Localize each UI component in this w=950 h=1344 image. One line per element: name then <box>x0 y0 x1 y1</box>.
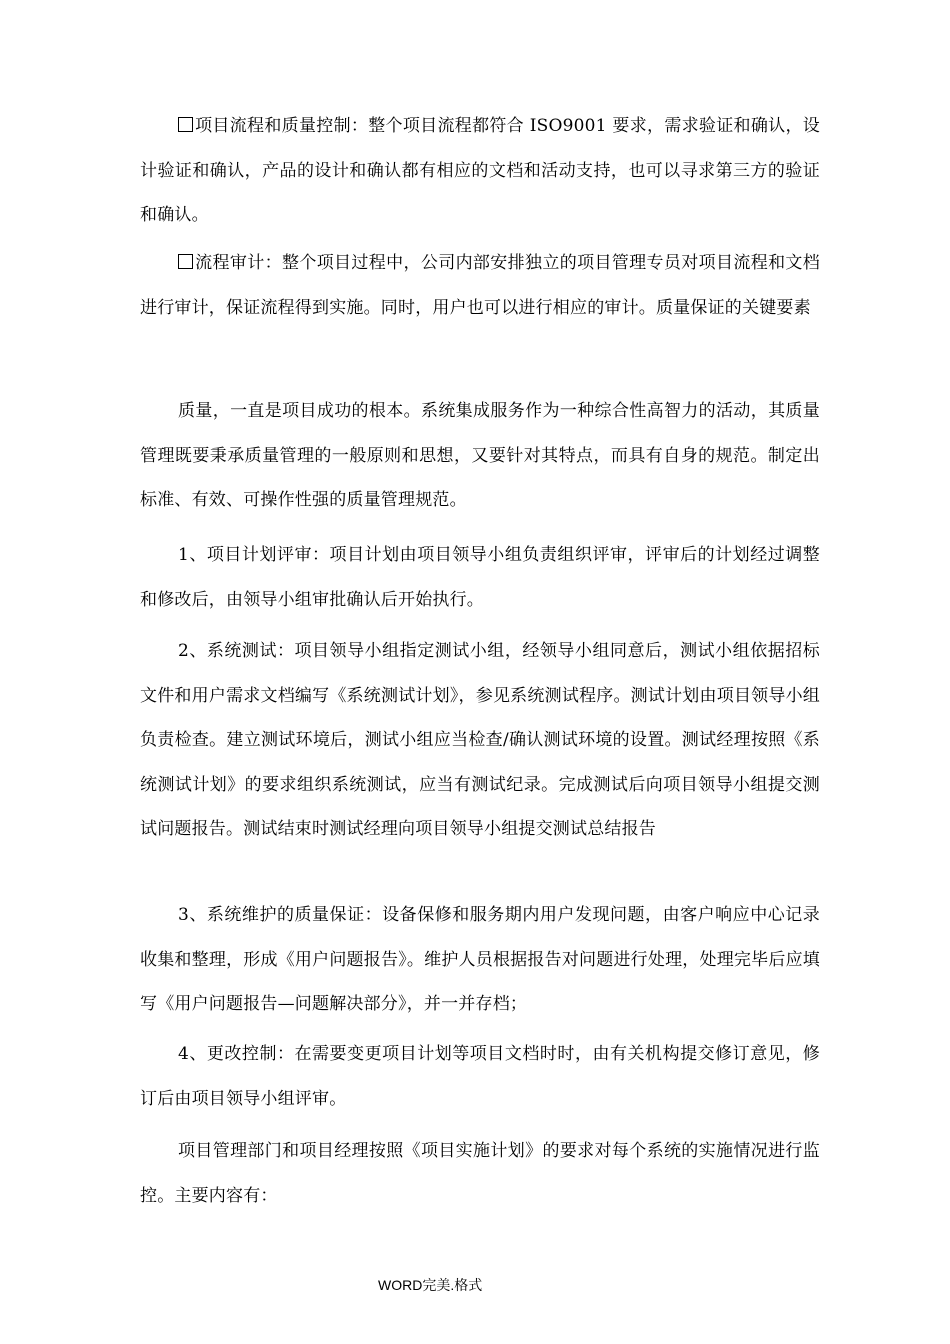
page-footer: WORD完美.格式 <box>378 1277 483 1293</box>
paragraph-process-quality-control <box>140 104 820 238</box>
paragraph-plan-review: 1、项目计划评审：项目计划由项目领导小组负责组织评审，评审后的计划经过调整和修改后，由领导小组审批确认后开始执行。 <box>140 545 820 610</box>
paragraph-quality-intro: 质量，一直是项目成功的根本。系统集成服务作为一种综合性高智力的活动，其质量管理既要秉承质量管理的一般原则和思想，又要针对其特点，而具有自身的规范。制定出标准、有效、可操作性强的质量管理规范。 <box>140 401 820 510</box>
paragraph-project-monitoring: 项目管理部门和项目经理按照《项目实施计划》的要求对每个系统的实施情况进行监控。主要内容有： <box>140 1141 820 1206</box>
paragraph-process-audit <box>140 241 820 330</box>
paragraph-system-maintenance: 3、系统维护的质量保证：设备保修和服务期内用户发现问题，由客户响应中心记录收集和整理，形成《用户问题报告》。维护人员根据报告对问题进行处理，处理完毕后应填写《用户问题报告—问题解决部分》，并一并存档； <box>140 905 820 1014</box>
paragraph-text: 项目流程和质量控制：整个项目流程都符合 ISO9001 要求，需求验证和确认，设计验证和确认，产品的设计和确认都有相应的文档和活动支持，也可以寻求第三方的验证和确认。 <box>140 116 820 225</box>
paragraph-change-control: 4、更改控制：在需要变更项目计划等项目文档时时，由有关机构提交修订意见，修订后由项目领导小组评审。 <box>140 1044 820 1109</box>
paragraph-text: 流程审计：整个项目过程中，公司内部安排独立的项目管理专员对项目流程和文档进行审计，保证流程得到实施。同时，用户也可以进行相应的审计。质量保证的关键要素 <box>140 253 820 318</box>
checkbox-icon <box>178 117 193 132</box>
paragraph-system-test: 2、系统测试：项目领导小组指定测试小组，经领导小组同意后，测试小组依据招标文件和用户需求文档编写《系统测试计划》，参见系统测试程序。测试计划由项目领导小组负责检查。建立测试环境后，测试小组应当检查/确认测试环境的设置。测试经理按照《系统测试计划》的要求组织系统测试，应当有测试纪录。完成测试后向项目领导小组提交测试问题报告。测试结束时测试经理向项目领导小组提交测试总结报告 <box>140 641 820 839</box>
checkbox-icon <box>178 254 193 269</box>
